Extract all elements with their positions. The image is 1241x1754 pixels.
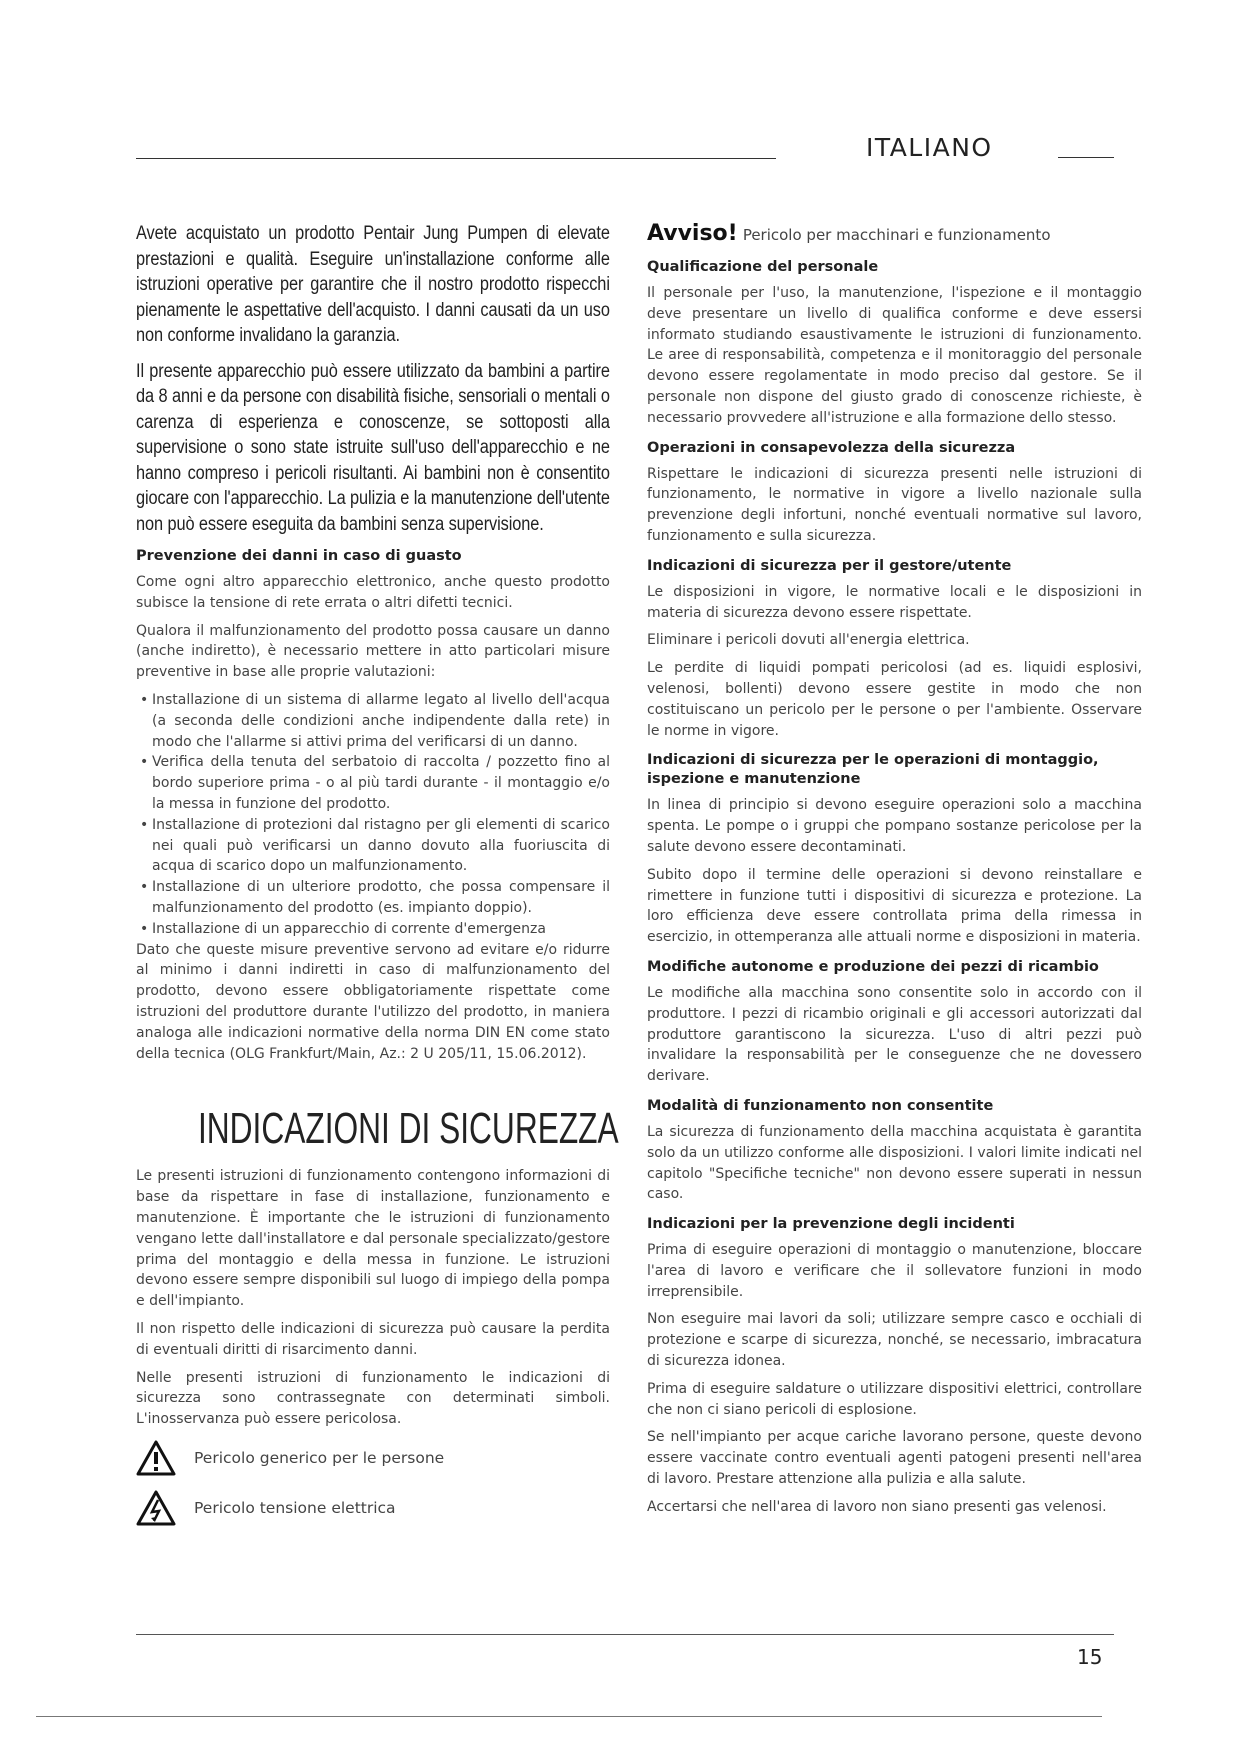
section-heading: Qualificazione del personale: [647, 259, 879, 275]
section-heading: Modifiche autonome e produzione dei pezzi di ricambio: [647, 958, 1099, 975]
safety-paragraph: Nelle presenti istruzioni di funzionamento le indicazioni di sicurezza sono contrassegnate con determinati simboli. L'inosservanza può essere pericolosa.: [136, 1369, 610, 1428]
section-paragraph: Le modifiche alla macchina sono consentite solo in accordo con il produttore. I pezzi di ricambio originali e gli accessori autorizzati dal produttore garantiscono la sicurezza. L'uso di altri pezzi può invalidare la responsabilità per le conseguenze che ne dovessero derivare.: [647, 984, 1142, 1085]
safety-title: INDICAZIONI DI SICUREZZA: [198, 1104, 619, 1154]
left-column: [136, 221, 619, 1540]
language-label: ITALIANO: [866, 133, 993, 162]
symbol-label: Pericolo tensione elettrica: [194, 1498, 396, 1517]
prevention-bullet: • Verifica della tenuta del serbatoio di raccolta / pozzetto fino al bordo superiore prima - o al più tardi durante - il montaggio e/o la messa in funzione del prodotto.: [152, 752, 610, 814]
section-paragraph: Rispettare le indicazioni di sicurezza presenti nelle istruzioni di funzionamento, le normative in vigore a livello nazionale sulla prevenzione degli infortuni, nonché eventuali normative sul lavoro, funzionamento e sulla sicurezza.: [647, 465, 1142, 544]
section-paragraph: Subito dopo il termine delle operazioni si devono reinstallare e rimettere in funzione tutti i dispositivi di sicurezza e protezione. La loro efficienza deve essere controllata prima della rimessa in esercizio, in ottemperanza alle attuali norme e disposizioni in materia.: [647, 866, 1142, 946]
section-heading: Indicazioni di sicurezza per il gestore/utente: [647, 557, 1012, 574]
section-paragraph: Prima di eseguire saldature o utilizzare dispositivi elettrici, controllare che non ci siano pericoli di esplosione.: [647, 1380, 1142, 1418]
safety-paragraph: Il non rispetto delle indicazioni di sicurezza può causare la perdita di eventuali diritti di risarcimento danni.: [136, 1320, 610, 1358]
prevention-paragraph: Dato che queste misure preventive servono ad evitare e/o ridurre al minimo i danni indiretti in caso di malfunzionamento del prodotto, devono essere obbligatoriamente rispettate come istruzioni del produttore durante l'utilizzo del prodotto, in maniera analoga alle indicazioni normative della norma DIN EN come stato della tecnica (OLG Frankfurt/Main, Az.: 2 U 205/11, 15.06.2012).: [136, 941, 610, 1062]
symbol-row: [136, 1440, 610, 1476]
section-heading: Modalità di funzionamento non consentite: [647, 1097, 994, 1114]
section-paragraph: Prima di eseguire operazioni di montaggio o manutenzione, bloccare l'area di lavoro e verificare che il sollevatore funzioni in modo irreprensibile.: [647, 1242, 1142, 1300]
prevention-heading: Prevenzione dei danni in caso di guasto: [136, 548, 462, 564]
electric-hazard-icon: [136, 1490, 176, 1526]
page-number: 15: [1077, 1645, 1103, 1669]
section-paragraph: In linea di principio si devono eseguire operazioni solo a macchina spenta. Le pompe o i gruppi che pompano sostanze pericolose per la salute devono essere decontaminati.: [647, 797, 1142, 855]
right-column: [647, 221, 1142, 1525]
header-rule-left: [136, 158, 776, 159]
section-heading: Indicazioni di sicurezza per le operazioni di montaggio, ispezione e manutenzione: [647, 752, 1099, 788]
prevention-paragraph: Come ogni altro apparecchio elettronico, anche questo prodotto subisce la tensione di rete errata o altri difetti tecnici.: [136, 574, 610, 611]
section-paragraph: Le disposizioni in vigore, le normative locali e le disposizioni in materia di sicurezza devono essere rispettate.: [647, 583, 1142, 621]
prevention-bullet: • Installazione di protezioni dal ristagno per gli elementi di scarico nei quali può verificarsi un danno dovuto alla fuoriuscita di acqua di scarico dopo un malfunzionamento.: [152, 815, 610, 877]
section-paragraph: Non eseguire mai lavori da soli; utilizzare sempre casco e occhiali di protezione e scarpe di sicurezza, nonché, se necessario, imbracatura di sicurezza idonea.: [647, 1311, 1142, 1370]
header-rule-right: [1058, 157, 1114, 158]
avviso-text: Pericolo per macchinari e funzionamento: [742, 226, 1051, 244]
section-heading: Operazioni in consapevolezza della sicurezza: [647, 439, 1016, 456]
section-paragraph: Se nell'impianto per acque cariche lavorano persone, queste devono essere vaccinate contro eventuali agenti patogeni presenti nell'area di lavoro. Prestare attenzione alla pulizia e alla salute.: [647, 1429, 1142, 1488]
safety-paragraph: Le presenti istruzioni di funzionamento contengono informazioni di base da rispettare in fase di installazione, funzionamento e manutenzione. È importante che le istruzioni di funzionamento vengano lette dall'installatore e dal personale specializzato/gestore prima del montaggio e della messa in funzione. Le istruzioni devono essere sempre disponibili sul luogo di impiego della pompa e dell'impianto.: [136, 1168, 610, 1310]
warning-triangle-icon: [136, 1440, 176, 1476]
symbol-label: Pericolo generico per le persone: [194, 1448, 445, 1467]
prevention-bullet: • Installazione di un apparecchio di corrente d'emergenza: [152, 919, 610, 940]
avviso-line: [647, 221, 1142, 248]
section-paragraph: Accertarsi che nell'area di lavoro non siano presenti gas velenosi.: [647, 1498, 1107, 1515]
footer-rule: [136, 1634, 1114, 1635]
section-heading: Indicazioni per la prevenzione degli incidenti: [647, 1216, 1015, 1233]
avviso-label: Avviso!: [647, 221, 738, 246]
section-paragraph: Il personale per l'uso, la manutenzione, l'ispezione e il montaggio deve presentare un livello di qualifica conforme e deve essersi informato studiando esaustivamente le istruzioni di funzionamento. Le aree di responsabilità, competenza e il monitoraggio del personale devono essere regolamentate in modo preciso dal gestore. Se il personale non dispone del giusto grado di conoscenze richieste, è necessario provvedere all'istruzione e alla formazione dello stesso.: [647, 285, 1142, 426]
intro-paragraph: Avete acquistato un prodotto Pentair Jung Pumpen di elevate prestazioni e qualità. Eseguire un'installazione conforme alle istruzioni operative per garantire che il nostro prodotto rispecchi pienamente le aspettative dell'acquisto. I danni causati da un uso non conforme invalidano la garanzia.: [136, 223, 610, 346]
prevention-paragraph: Qualora il malfunzionamento del prodotto possa causare un danno (anche indiretto), è necessario mettere in atto particolari misure preventive in base alle proprie valutazioni:: [136, 622, 610, 681]
prevention-bullet: • Installazione di un sistema di allarme legato al livello dell'acqua (a seconda delle condizioni anche indipendente dalla rete) in modo che l'allarme si attivi prima del verificarsi di un danno.: [152, 690, 610, 752]
page-bottom-rule: [36, 1716, 1102, 1717]
section-paragraph: Eliminare i pericoli dovuti all'energia elettrica.: [647, 632, 970, 649]
section-paragraph: Le perdite di liquidi pompati pericolosi (ad es. liquidi esplosivi, velenosi, bollenti) devono essere gestite in modo che non costituiscano un pericolo per le persone o per l'ambiente. Osservare le norme in vigore.: [647, 660, 1142, 739]
symbol-row: [136, 1490, 610, 1526]
intro-paragraph: Il presente apparecchio può essere utilizzato da bambini a partire da 8 anni e da persone con disabilità fisiche, sensoriali o mentali o carenza di esperienza e conoscenze, se sottoposti alla supervisione o sono state istruite sull'uso dell'apparecchio e ne hanno compreso i pericoli risultanti. Ai bambini non è consentito giocare con l'apparecchio. La pulizia e la manutenzione dell'utente non può essere eseguita da bambini senza supervisione.: [136, 360, 610, 535]
section-paragraph: La sicurezza di funzionamento della macchina acquistata è garantita solo da un utilizzo conforme alle disposizioni. I valori limite indicati nel capitolo "Specifiche tecniche" non devono essere superati in nessun caso.: [647, 1123, 1142, 1203]
prevention-bullet: • Installazione di un ulteriore prodotto, che possa compensare il malfunzionamento del prodotto (es. impianto doppio).: [152, 877, 610, 919]
